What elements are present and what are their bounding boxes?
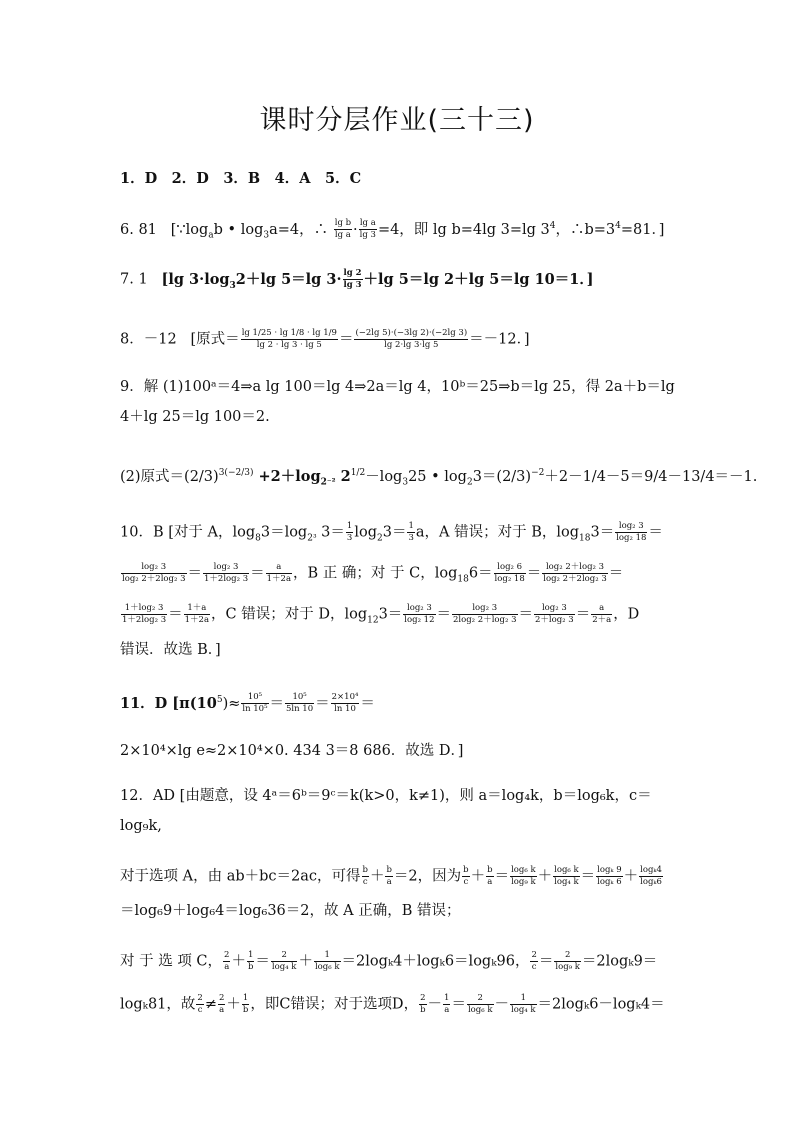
answer-12-line-6: logₖ81，故 $\frac{2}{c}$ ≠ $\frac{2}{a}$ ＋ $\frac{1}{b}$ ，即C错误；对于选项D， $\frac{2}{b}$ － $\frac{1}{a}$ ＝ $\frac{2}{\text{log₆ k}}$ － $\frac{1}{\text{log₄ k}}$ ＝2logₖ6－logₖ4＝ (120, 993, 665, 1015)
answer-10-line-1: 10．B [对于 A，$\log_83=\log_{2^3}$ 3＝ $\frac{1}{3}$ $\log_23=$ $\frac{1}{3}$ a，A 错误；对于 B，$\log_{18}3=$ $\frac{\text{log₂ 3}}{\text{log₂ 18}}$ ＝ (120, 521, 663, 544)
answer-12-line-3: 对于选项 A，由 ab＋bc＝2ac，可得 $\frac{b}{c}$ ＋ $\frac{b}{a}$ ＝2，因为 $\frac{b}{c}$ ＋ $\frac{b}{a}$ ＝ $\frac{\text{log₆ k}}{\text{log₉ k}}$ ＋ $\frac{\text{log₆ k}}{\text{log₄ k}}$ ＝ $\frac{\text{logₖ 9}}{\text{logₖ 6}}$ ＋ $\frac{\text{logₖ4}}{\text{logₖ6}}$ (120, 865, 662, 887)
answer-11-line-1: 11．D [$\pi(10^5)\approx$ $\frac{\text{10⁵}}{\text{ln 10⁵}}$ ＝ $\frac{\text{10⁵}}{5\ln 10}$ ＝ $\frac{\text{2×10⁴}}{\ln 10}$ ＝ (120, 692, 375, 715)
answer-9-line-1: 9．解 (1)100ᵃ＝4⇒a lg 100＝lg 4⇒2a＝lg 4，10ᵇ＝25⇒b＝lg 25，得 2a＋b＝lg (120, 379, 675, 395)
answers-1-5: 1．D 2．D 3．B 4．A 5．C (120, 170, 362, 187)
answer-8: 8．－12 [原式＝ $\frac{\lg 1/25 \cdot \lg 1/8 \cdot \lg 1/9}{\lg 2 \cdot \lg 3 \cdot \lg 5}$ ＝ $\frac{(-2\lg 5)\cdot(-3\lg 2)\cdot(-2\lg 3)}{\lg 2\cdot\lg 3\cdot\lg 5}$ ＝－12．] (120, 328, 530, 350)
answer-12-line-5: 对 于 选 项 C， $\frac{2}{a}$ ＋ $\frac{1}{b}$ ＝ $\frac{2}{\text{log₄ k}}$ ＋ $\frac{1}{\text{log₆ k}}$ ＝2logₖ4＋logₖ6＝logₖ96， $\frac{2}{c}$ ＝ $\frac{2}{\text{log₉ k}}$ ＝2logₖ9＝ (120, 950, 658, 972)
answer-10-line-3: $\frac{\text{1＋log₂ 3}}{\text{1＋2log₂ 3}}$ ＝ $\frac{1+a}{1+2a}$ ，C 错误；对于 D，$\log_{12}3=$ $\frac{\text{log₂ 3}}{\text{log₂ 12}}$ ＝ $\frac{\text{log₂ 3}}{\text{2log₂ 2＋log₂ 3}}$ ＝ $\frac{\text{log₂ 3}}{\text{2＋log₂ 3}}$ ＝ $\frac{a}{2+a}$ ，D (122, 603, 640, 626)
answer-6: 6. 81 [$\because\log_ab$ • $\log_3a=4$，∴ $\frac{\text{lg b}}{\text{lg a}}$ · $\frac{\text{lg a}}{\lg 3}$ =4，即 lg b=4lg 3=lg $3^4$，$\therefore b=3^4=81$．] (120, 218, 665, 241)
answer-10-line-2: $\frac{\text{log₂ 3}}{\text{log₂ 2＋2log₂ 3}}$ ＝ $\frac{\text{log₂ 3}}{\text{1＋2log₂ 3}}$ ＝ $\frac{a}{1+2a}$ ，B 正 确；对 于 C，$\log_{18}6=$ $\frac{\text{log₂ 6}}{\text{log₂ 18}}$ ＝ $\frac{\text{log₂ 2＋log₂ 3}}{\text{log₂ 2＋2log₂ 3}}$ ＝ (122, 562, 624, 585)
page-title: 课时分层作业(三十三) (259, 105, 535, 136)
answer-9-line-3: (2)原式$=(2/3)^{3(-2/3)} +2+\log_{2^{-2}}$ $2^{1/2}-\log_325$ • $\log_23=(2/3)^{-2}+2-1/4-5=9/4-13/4=-1$. (120, 467, 758, 488)
answer-12-line-2: log₉k, (120, 818, 162, 834)
answer-7: 7. 1 [lg $3\cdot\log_32+\lg$ 5＝lg 3· $\frac{\lg 2}{\lg 3}$ ＋lg 5＝lg 2＋lg 5＝lg 10＝1．] (120, 268, 594, 291)
answer-11-line-2: 2×10⁴×lg e≈2×10⁴×0. 434 3＝8 686．故选 D．] (120, 743, 464, 759)
answer-12-line-4: ＝log₆9＋log₆4＝log₆36＝2，故 A 正确，B 错误； (120, 903, 461, 919)
answer-9-line-2: 4＋lg 25＝lg 100＝2. (120, 409, 270, 425)
answer-10-line-4: 错误．故选 B．] (120, 642, 221, 658)
answer-12-line-1: 12．AD [由题意，设 4ᵃ＝6ᵇ＝9ᶜ＝k(k>0，k≠1)，则 a＝log₄k，b＝log₆k，c＝ (120, 788, 652, 804)
